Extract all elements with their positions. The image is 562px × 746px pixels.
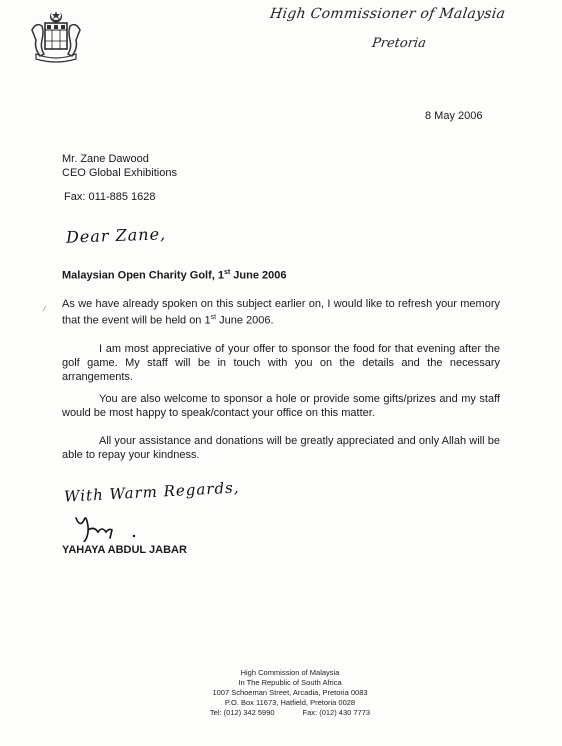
paragraph-1-text-a: As we have already spoken on this subject earlier on, I would like to refresh your memory that the event will be held on 1 <box>62 298 500 327</box>
malaysia-coat-of-arms-icon <box>28 8 84 64</box>
subject-text: Malaysian Open Charity Golf, 1 <box>62 269 224 282</box>
paragraph-4: All your assistance and donations will be greatly appreciated and only Allah will be able to repay your kindness. <box>62 435 500 461</box>
addressee-title: CEO Global Exhibitions <box>62 167 177 179</box>
footer-fax: Fax: (012) 430 7773 <box>302 708 371 717</box>
footer-line-2: In The Republic of South Africa <box>238 678 342 687</box>
closing-handwritten: With Warm Regards, <box>63 478 240 506</box>
paragraph-1-text-b: June 2006. <box>216 314 274 327</box>
subject-rest: June 2006 <box>230 269 287 282</box>
letterhead-title: High Commissioner of Malaysia <box>268 6 507 22</box>
margin-mark: ⁄ <box>44 306 46 313</box>
subject-ordinal: st <box>224 269 231 276</box>
letterhead-city: Pretoria <box>370 36 427 51</box>
footer-address <box>140 668 440 718</box>
signature <box>72 512 162 542</box>
signer-name: YAHAYA ABDUL JABAR <box>62 544 187 556</box>
addressee-name: Mr. Zane Dawood <box>62 153 149 165</box>
paragraph-3: You are also welcome to sponsor a hole or provide some gifts/prizes and my staff would be most happy to speak/contact your office on this matter. <box>62 393 500 419</box>
footer-tel: Tel: (012) 342 5990 <box>209 708 275 717</box>
paragraph-1 <box>62 297 500 328</box>
footer-line-1: High Commission of Malaysia <box>240 668 340 677</box>
salutation: Dear Zane, <box>65 224 167 247</box>
fax-number: Fax: 011-885 1628 <box>64 191 156 203</box>
paragraph-2: I am most appreciative of your offer to sponsor the food for that evening after the golf game. My staff will be in touch with you on the details and the necessary arrangements. <box>62 343 500 383</box>
footer-line-4: P.O. Box 11673, Hatfield, Pretoria 0028 <box>224 698 356 707</box>
footer-contact <box>140 708 440 718</box>
paragraph-1-ordinal: st <box>210 314 217 321</box>
subject-line <box>62 269 287 282</box>
letter-date: 8 May 2006 <box>425 110 483 122</box>
addressee-block <box>62 152 177 180</box>
footer-line-3: 1007 Schoeman Street, Arcadia, Pretoria 0083 <box>212 688 368 697</box>
